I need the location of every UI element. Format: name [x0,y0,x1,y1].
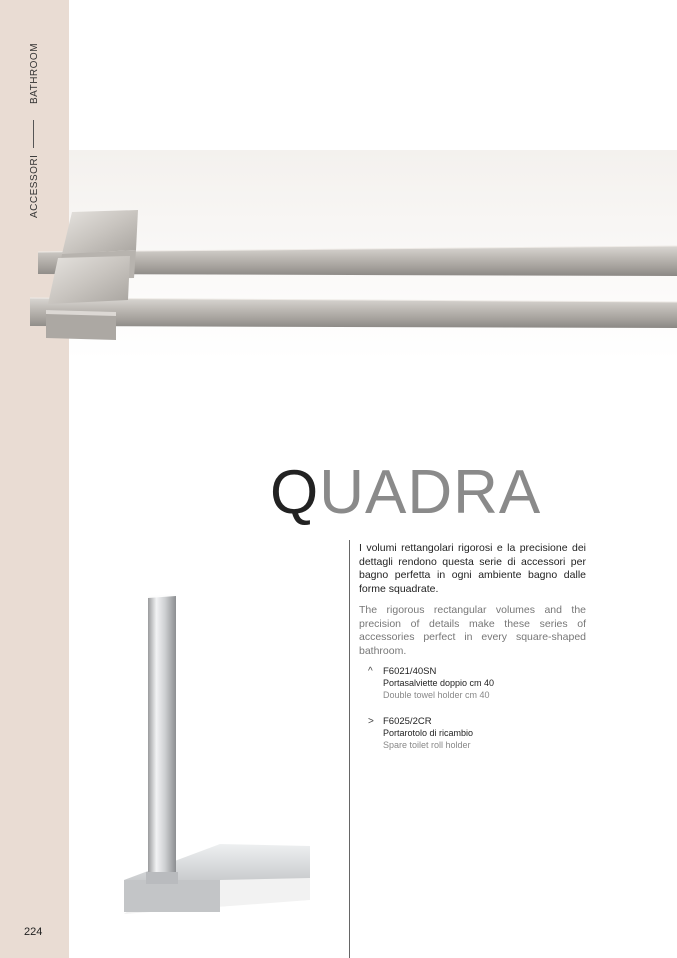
description-english: The rigorous rectangular volumes and the precision of details make these series of accessories perfect in every square-shaped bathroom. [359,604,586,657]
product-name-it: Portasalviette doppio cm 40 [383,678,495,688]
arrow-up-icon: ^ [368,666,373,677]
product-name-en: Spare toilet roll holder [383,740,471,750]
collection-title [270,458,542,527]
product-name-it: Portarotolo di ricambio [383,728,474,738]
category-label-en: BATHROOM [29,42,40,104]
title-rest: UADRA [319,458,542,527]
roll-holder-image [110,580,320,920]
page-number: 224 [24,926,43,938]
category-label-it: ACCESSORI [29,154,40,218]
title-first-letter: Q [270,458,320,527]
description-italian: I volumi rettangolari rigorosi e la precisione dei dettagli rendono questa serie di accessori per bagno perfetta in ogni ambiente bagno dalle forme squadrate. [359,542,586,595]
product-code: F6021/40SN [383,666,437,677]
product-code: F6025/2CR [383,716,432,727]
product-name-en: Double towel holder cm 40 [383,690,490,700]
vertical-divider [349,540,350,958]
arrow-right-icon: > [368,716,374,727]
towel-holder-image [0,0,677,360]
